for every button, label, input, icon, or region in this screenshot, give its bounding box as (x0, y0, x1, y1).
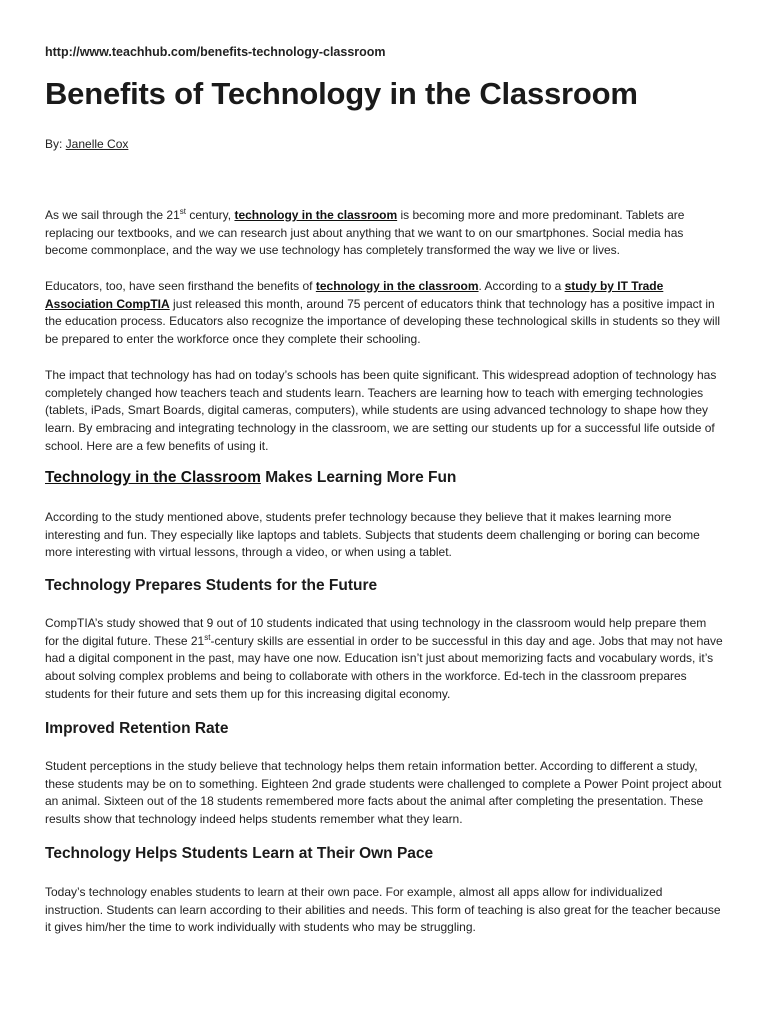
section-heading-retention: Improved Retention Rate (45, 720, 229, 737)
paragraph-impact: The impact that technology has had on today’s schools has been quite significant. This widespread adoption of technology has completely changed how teachers teach and students learn. Teachers are learning how to teach with emerging technologies (tablets, iPads, Smart Boards, digital cameras, computers), while students are using advanced technology to shape how they learn. By embracing and integrating technology in the classroom, we are setting our students up for a successful life outside of school. Here are a few benefits of using it. (45, 368, 717, 453)
paragraph-fun: According to the study mentioned above, students prefer technology because they believe that it makes learning more interesting and fun. They especially like laptops and tablets. Subjects that students deem challenging or boring can become more interesting with virtual lessons, through a video, or when using a tablet. (45, 510, 700, 560)
p1-text-b: century, (185, 208, 235, 222)
paragraph-intro (45, 207, 723, 260)
section-heading-fun (45, 469, 456, 487)
byline (45, 137, 128, 151)
section-heading-pace: Technology Helps Students Learn at Their Own Pace (45, 845, 434, 862)
technology-in-classroom-heading-link[interactable]: Technology in the Classroom (45, 469, 261, 486)
p2-text-b: . According to a (478, 279, 565, 293)
author-link[interactable]: Janelle Cox (65, 137, 129, 151)
paragraph-retention: Student perceptions in the study believe that technology helps them retain information better. According to different a study, these students may be on to something. Eighteen 2nd grade students were challenged to complete a Power Point project about an animal. Sixteen out of the 18 students remembered more facts about the animal after completing the presentation. These results show that technology indeed helps students remember what they learn. (45, 759, 722, 827)
comptia-study-link[interactable]: study by IT Trade Association CompTIA (45, 279, 664, 311)
p1-superscript: st (179, 207, 186, 216)
technology-in-classroom-link[interactable]: technology in the classroom (234, 208, 398, 222)
byline-prefix: By: (45, 137, 66, 151)
paragraph-pace: Today’s technology enables students to learn at their own pace. For example, almost all apps allow for individualized instruction. Students can learn according to their abilities and needs. This form of teaching is also great for the teacher because it gives him/her the time to work individually with students who may be struggling. (45, 885, 721, 935)
source-url: http://www.teachhub.com/benefits-technology-classroom (45, 45, 386, 59)
p2-text-a: Educators, too, have seen firsthand the benefits of (45, 279, 316, 293)
p1-text-c: is becoming more and more predominant. Tablets are replacing our textbooks, and we can research just about anything that we want to on our smartphones. Social media has become commonplace, and the way we use technology has completely transformed the way we live or lives. (45, 208, 685, 258)
p5-superscript: st (204, 632, 211, 642)
paragraph-future (45, 615, 723, 704)
p2-text-c: just released this month, around 75 percent of educators think that technology has a positive impact in the education process. Educators also recognize the importance of developing these technological skills in students so they will be prepared to enter the workforce once they complete their schooling. (45, 296, 721, 347)
p1-text-a: As we sail through the 21 (45, 208, 180, 222)
technology-in-classroom-link-2[interactable]: technology in the classroom (315, 279, 479, 293)
p5-text-a: CompTIA’s study showed that 9 out of 10 students indicated that using technology in the classroom would help prepare them for the digital future. These 21 (45, 616, 707, 648)
heading-fun-rest: Makes Learning More Fun (260, 469, 457, 486)
page-title: Benefits of Technology in the Classroom (45, 76, 638, 111)
p5-text-b: -century skills are essential in order to be successful in this day and age. Jobs that may not have had a digital component in the past, may have one now. Education isn’t just about memorizing facts and vocabulary words, it’s about solving complex problems and being to collaborate with others in the workforce. Ed-tech in the classroom prepares students for their future and sets them up for this increasing digital economy. (45, 633, 723, 701)
section-heading-future: Technology Prepares Students for the Future (45, 577, 378, 594)
paragraph-educators (45, 278, 723, 349)
